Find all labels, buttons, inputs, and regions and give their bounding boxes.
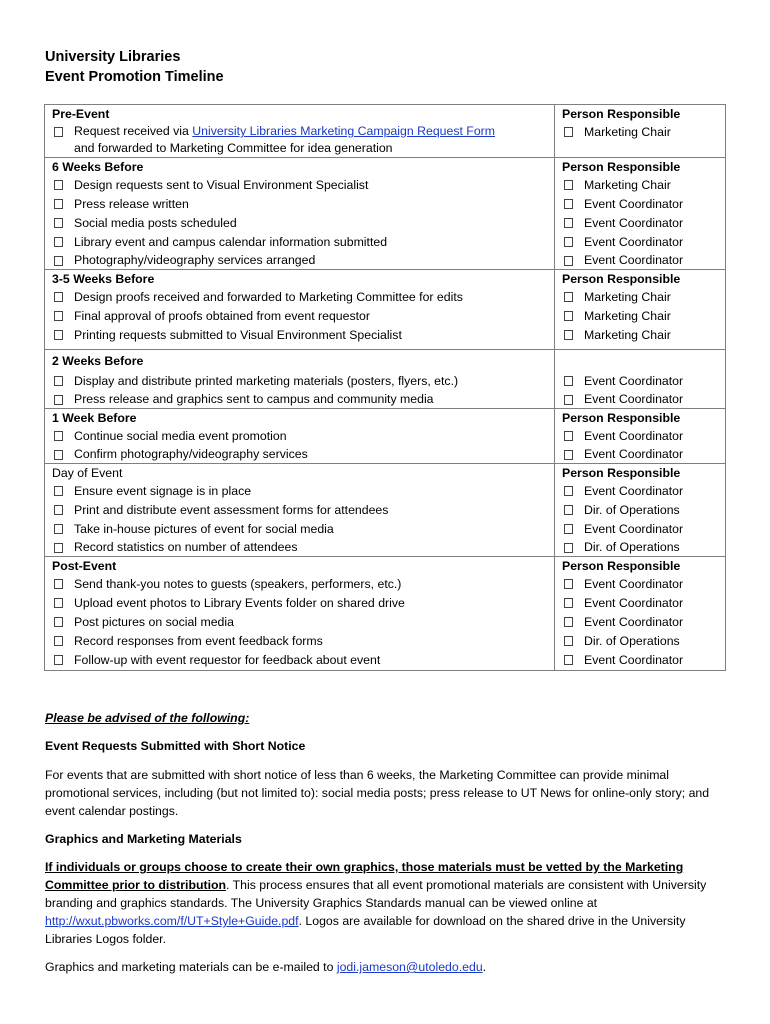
graphics-requirement: If individuals or groups choose to create their own graphics, those materials must be vetted by the Marketing Committee prior to distribution bbox=[45, 860, 684, 892]
checkbox-icon[interactable] bbox=[564, 180, 573, 190]
checkbox-icon[interactable] bbox=[564, 395, 573, 405]
person-item: Event Coordinator bbox=[562, 446, 725, 463]
section-header: Pre-Event bbox=[52, 107, 110, 121]
list-item: Press release and graphics sent to campus and community media bbox=[52, 391, 554, 408]
checkbox-icon[interactable] bbox=[54, 199, 63, 209]
person-item: Event Coordinator bbox=[562, 214, 725, 233]
list-item: Social media posts scheduled bbox=[52, 214, 554, 233]
section-post-event bbox=[45, 557, 726, 671]
person-item: Event Coordinator bbox=[562, 391, 725, 408]
list-item: Library event and campus calendar information submitted bbox=[52, 233, 554, 252]
list-item: Record statistics on number of attendees bbox=[52, 539, 554, 556]
person-item: Dir. of Operations bbox=[562, 632, 725, 651]
person-item: Event Coordinator bbox=[562, 594, 725, 613]
email-link[interactable]: jodi.jameson@utoledo.edu bbox=[336, 960, 483, 974]
checkbox-icon[interactable] bbox=[54, 237, 63, 247]
list-item: Photography/videography services arranged bbox=[52, 252, 554, 269]
checkbox-icon[interactable] bbox=[54, 330, 63, 340]
list-item: Ensure event signage is in place bbox=[52, 482, 554, 501]
person-item: Marketing Chair bbox=[562, 123, 725, 142]
person-responsible-header: Person Responsible bbox=[562, 160, 681, 174]
checkbox-icon[interactable] bbox=[54, 579, 63, 589]
list-item: Final approval of proofs obtained from event requestor bbox=[52, 307, 554, 326]
checkbox-icon[interactable] bbox=[54, 256, 63, 266]
list-item: Display and distribute printed marketing materials (posters, flyers, etc.) bbox=[52, 372, 554, 391]
checkbox-icon[interactable] bbox=[54, 395, 63, 405]
person-responsible-header: Person Responsible bbox=[562, 272, 681, 286]
person-item: Event Coordinator bbox=[562, 233, 725, 252]
checkbox-icon[interactable] bbox=[54, 655, 63, 665]
checkbox-icon[interactable] bbox=[54, 636, 63, 646]
section-header: Day of Event bbox=[52, 466, 123, 480]
checkbox-icon[interactable] bbox=[564, 655, 573, 665]
section-day-of-event bbox=[45, 464, 726, 557]
section-header: 1 Week Before bbox=[52, 411, 137, 425]
style-guide-link[interactable]: http://wxut.pbworks.com/f/UT+Style+Guide.pdf bbox=[45, 914, 299, 928]
checkbox-icon[interactable] bbox=[54, 486, 63, 496]
checkbox-icon[interactable] bbox=[564, 636, 573, 646]
checkbox-icon[interactable] bbox=[564, 237, 573, 247]
section-1-week-before bbox=[45, 409, 726, 464]
checkbox-icon[interactable] bbox=[54, 127, 63, 137]
list-item: Confirm photography/videography services bbox=[52, 446, 554, 463]
person-item: Dir. of Operations bbox=[562, 501, 725, 520]
list-item: Request received via University Libraries Marketing Campaign Request Form and forwarded to Marketing Committee for idea generation bbox=[52, 123, 554, 157]
checkbox-icon[interactable] bbox=[564, 486, 573, 496]
checkbox-icon[interactable] bbox=[564, 376, 573, 386]
list-item: Record responses from event feedback forms bbox=[52, 632, 554, 651]
person-item: Event Coordinator bbox=[562, 482, 725, 501]
checkbox-icon[interactable] bbox=[564, 617, 573, 627]
notes-section bbox=[45, 709, 715, 976]
person-item: Event Coordinator bbox=[562, 372, 725, 391]
section-header: 3-5 Weeks Before bbox=[52, 272, 155, 286]
person-item: Event Coordinator bbox=[562, 613, 725, 632]
person-item: Dir. of Operations bbox=[562, 539, 725, 556]
person-responsible-header: Person Responsible bbox=[562, 107, 681, 121]
person-item: Event Coordinator bbox=[562, 575, 725, 594]
checkbox-icon[interactable] bbox=[54, 180, 63, 190]
section-pre-event bbox=[45, 105, 726, 158]
list-item: Press release written bbox=[52, 195, 554, 214]
person-responsible-header: Person Responsible bbox=[562, 466, 681, 480]
advised-heading: Please be advised of the following: bbox=[45, 711, 250, 725]
person-responsible-header: Person Responsible bbox=[562, 559, 681, 573]
checkbox-icon[interactable] bbox=[564, 256, 573, 266]
checkbox-icon[interactable] bbox=[564, 127, 573, 137]
graphics-heading: Graphics and Marketing Materials bbox=[45, 832, 242, 846]
checkbox-icon[interactable] bbox=[564, 292, 573, 302]
graphics-paragraph: If individuals or groups choose to create their own graphics, those materials must be vetted by the Marketing Committee prior to distribution. This process ensures that all event promotional materials are consistent with University branding and graphics standards. The University Graphics Standards manual can be viewed online at http://wxut.pbworks.com/f/UT+Style+Guide.pdf. Logos are available for download on the shared drive in the University Libraries Logos folder. bbox=[45, 860, 707, 946]
checkbox-icon[interactable] bbox=[564, 543, 573, 553]
list-item: Design requests sent to Visual Environment Specialist bbox=[52, 176, 554, 195]
list-item: Follow-up with event requestor for feedback about event bbox=[52, 651, 554, 670]
list-item: Send thank-you notes to guests (speakers, performers, etc.) bbox=[52, 575, 554, 594]
checkbox-icon[interactable] bbox=[54, 617, 63, 627]
checkbox-icon[interactable] bbox=[54, 311, 63, 321]
section-header: Post-Event bbox=[52, 559, 117, 573]
checkbox-icon[interactable] bbox=[54, 598, 63, 608]
section-2-weeks-before bbox=[45, 350, 726, 409]
section-header: 2 Weeks Before bbox=[52, 354, 144, 368]
person-item: Marketing Chair bbox=[562, 326, 725, 345]
person-item: Event Coordinator bbox=[562, 252, 725, 269]
section-3-5-weeks-before bbox=[45, 270, 726, 350]
checkbox-icon[interactable] bbox=[54, 431, 63, 441]
person-item: Marketing Chair bbox=[562, 288, 725, 307]
checkbox-icon[interactable] bbox=[54, 543, 63, 553]
checkbox-icon[interactable] bbox=[564, 199, 573, 209]
checkbox-icon[interactable] bbox=[564, 579, 573, 589]
section-6-weeks-before bbox=[45, 158, 726, 270]
person-item: Event Coordinator bbox=[562, 651, 725, 670]
short-notice-heading: Event Requests Submitted with Short Notice bbox=[45, 739, 306, 753]
list-item: Design proofs received and forwarded to Marketing Committee for edits bbox=[52, 288, 554, 307]
checkbox-icon[interactable] bbox=[54, 292, 63, 302]
title-line-1: University Libraries bbox=[45, 49, 181, 65]
checkbox-icon[interactable] bbox=[54, 450, 63, 460]
page-title bbox=[45, 47, 224, 87]
email-paragraph: Graphics and marketing materials can be e-mailed to jodi.jameson@utoledo.edu. bbox=[45, 960, 487, 974]
timeline-table bbox=[44, 104, 726, 671]
checkbox-icon[interactable] bbox=[564, 218, 573, 228]
list-item: Print and distribute event assessment forms for attendees bbox=[52, 501, 554, 520]
checkbox-icon[interactable] bbox=[564, 431, 573, 441]
checkbox-icon[interactable] bbox=[564, 598, 573, 608]
checkbox-icon[interactable] bbox=[54, 505, 63, 515]
checkbox-icon[interactable] bbox=[564, 330, 573, 340]
person-item: Marketing Chair bbox=[562, 176, 725, 195]
person-responsible-header bbox=[562, 350, 725, 372]
person-item: Event Coordinator bbox=[562, 520, 725, 539]
checkbox-icon[interactable] bbox=[564, 505, 573, 515]
list-item: Post pictures on social media bbox=[52, 613, 554, 632]
section-header: 6 Weeks Before bbox=[52, 160, 144, 174]
checkbox-icon[interactable] bbox=[54, 218, 63, 228]
person-item: Marketing Chair bbox=[562, 307, 725, 326]
checkbox-icon[interactable] bbox=[564, 524, 573, 534]
person-item: Event Coordinator bbox=[562, 427, 725, 446]
checkbox-icon[interactable] bbox=[54, 524, 63, 534]
person-responsible-header: Person Responsible bbox=[562, 411, 681, 425]
short-notice-text: For events that are submitted with short notice of less than 6 weeks, the Marketing Committee can provide minimal promotional services, including (but not limited to): social media posts; press release to UT News for online-only story; and event calendar postings. bbox=[45, 768, 710, 818]
list-item: Take in-house pictures of event for social media bbox=[52, 520, 554, 539]
title-line-2: Event Promotion Timeline bbox=[45, 69, 224, 85]
request-form-link[interactable]: University Libraries Marketing Campaign Request Form bbox=[192, 124, 496, 138]
checkbox-icon[interactable] bbox=[564, 311, 573, 321]
list-item: Upload event photos to Library Events folder on shared drive bbox=[52, 594, 554, 613]
checkbox-icon[interactable] bbox=[54, 376, 63, 386]
checkbox-icon[interactable] bbox=[564, 450, 573, 460]
list-item: Continue social media event promotion bbox=[52, 427, 554, 446]
person-item: Event Coordinator bbox=[562, 195, 725, 214]
list-item: Printing requests submitted to Visual Environment Specialist bbox=[52, 326, 554, 349]
